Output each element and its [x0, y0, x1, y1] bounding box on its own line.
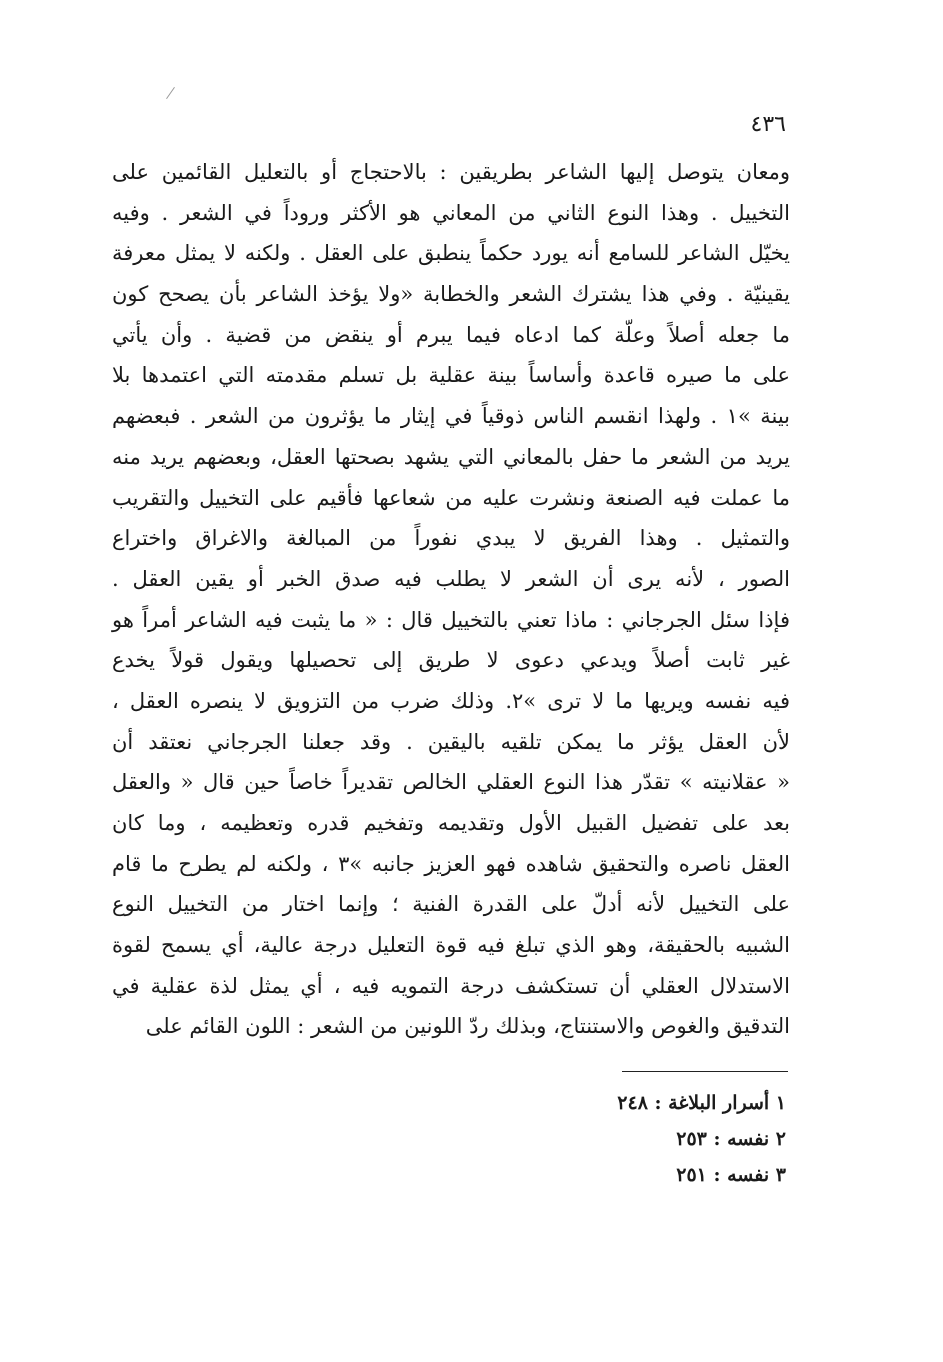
text-line: على ما صيره قاعدة وأساساً بينة عقلية بل تسلم مقدمته التي اعتمدها بلا [112, 363, 790, 388]
text-line: التخييل . وهذا النوع الثاني من المعاني هو الأكثر وروداً في الشعر . وفيه [112, 200, 790, 225]
text-line: الاستدلال العقلي أن تستكشف درجة التمويه فيه ، أي يمثل لذة عقلية في [112, 973, 790, 998]
text-line: التدقيق والغوص والاستنتاج، وبذلك ردّ اللونين من الشعر : اللون القائم على [145, 1014, 790, 1039]
text-line: لأن العقل يؤثر ما يمكن تلقيه باليقين . وقد جعلنا الجرجاني نعتقد أن [112, 729, 790, 754]
text-line: فإذا سئل الجرجاني : ماذا تعني بالتخييل قال : « ما يثبت فيه الشاعر أمراً هو [112, 607, 790, 632]
footnote-divider [622, 1071, 788, 1072]
text-line: غير ثابت أصلاً ويدعي دعوى لا طريق إلى تحصيلها ويقول قولاً يخدع [112, 648, 790, 673]
text-line: « عقلانيته » تقدّر هذا النوع العقلي الخالص تقديراً خاصاً حين قال « والعقل [112, 770, 790, 795]
text-line: ما جعله أصلاً وعلّة كما ادعاه فيما يبرم أو ينقض من قضية . وأن يأتي [112, 322, 790, 347]
scan-mark [166, 87, 175, 99]
page-number: ٤٣٦ [750, 112, 786, 137]
footnote: ٣ نفسه : ٢٥١ [676, 1164, 786, 1186]
text-line: ما عملت فيه الصنعة ونشرت عليه من شعاعها فأقيم على التخييل والتقريب [112, 485, 790, 510]
text-line: الصور ، لأنه يرى أن الشعر لا يطلب فيه صدق الخبر أو يقين العقل . [112, 566, 790, 591]
text-line: يخيّل الشاعر للسامع أنه يورد حكماً ينطبق على العقل . ولكنه لا يمثل معرفة [112, 241, 790, 266]
text-line: الشبيه بالحقيقة، وهو الذي تبلغ فيه قوة التعليل درجة عالية، أي يسمح لقوة [112, 933, 790, 958]
body-text [112, 152, 790, 1047]
footnote: ٢ نفسه : ٢٥٣ [676, 1128, 786, 1150]
text-line: على التخييل لأنه أدلّ على القدرة الفنية ؛ وإنما اختار من التخييل النوع [112, 892, 790, 917]
text-line: يقينيّة . وفي هذا يشترك الشعر والخطابة «ولا يؤخذ الشاعر بأن يصحح كون [112, 282, 790, 307]
text-line: فيه نفسه ويريها ما لا ترى »٢. وذلك ضرب من التزويق لا ينصره العقل ، [112, 688, 791, 713]
text-line: العقل ناصره والتحقيق شاهده فهو العزيز جانبه »٣ ، ولكنه لم يطرح ما قام [112, 851, 790, 876]
footnote: ١ أسرار البلاغة : ٢٤٨ [617, 1092, 786, 1114]
footnotes [540, 1085, 786, 1193]
text-line: بينة »١ . ولهذا انقسم الناس ذوقياً في إيثار ما يؤثرون من الشعر . فبعضهم [112, 404, 790, 429]
text-line: والتمثيل . وهذا الفريق لا يبدي نفوراً من المبالغة والاغراق واختراع [112, 526, 790, 551]
text-line: بعد على تفضيل القبيل الأول وتقديمه وتفخيم قدره وتعظيمه ، وما كان [112, 811, 790, 835]
text-line: ومعان يتوصل إليها الشاعر بطريقين : بالاحتجاج أو بالتعليل القائمين على [112, 160, 790, 184]
text-line: يريد من الشعر ما حفل بالمعاني التي يشهد بصحتها العقل، وبعضهم يريد منه [112, 444, 790, 469]
